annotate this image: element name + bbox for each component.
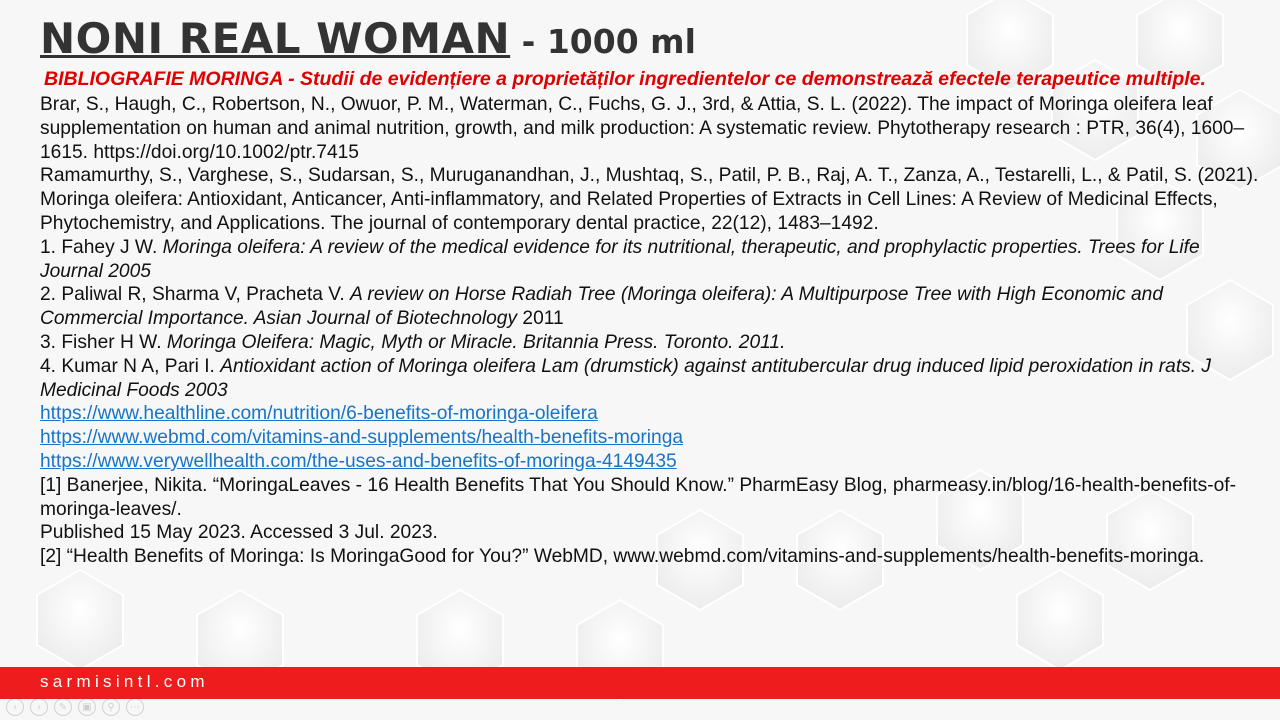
pen-icon[interactable]: ✎: [54, 698, 72, 716]
footer-bar: [0, 667, 1280, 699]
reference-item: Ramamurthy, S., Varghese, S., Sudarsan, S., Muruganandhan, J., Mushtaq, S., Patil, P. B., Raj, A. T., Zanza, A., Testarelli, L., & Patil, S. (2021). Moringa oleifera: Antioxidant, Anticancer, Anti-inflammatory, and Related Properties of Extracts in Cell Lines: A Review of Medicinal Effects, Phytochemistry, and Applications. The journal of contemporary dental practice, 22(12), 1483–1492.: [40, 165, 1259, 234]
reference-item: [1] Banerjee, Nikita. “MoringaLeaves - 16 Health Benefits That You Should Know.” PharmEasy Blog, pharmeasy.in/blog/16-health-benefits-of-moringa-leaves/.: [40, 474, 1236, 520]
prev-icon[interactable]: ‹: [6, 698, 24, 716]
slides-icon[interactable]: ▣: [78, 698, 96, 716]
title-separator: -: [510, 22, 547, 61]
reference-item: Published 15 May 2023. Accessed 3 Jul. 2023.: [40, 522, 438, 544]
reference-item: Brar, S., Haugh, C., Robertson, N., Owuor, P. M., Waterman, C., Fuchs, G. J., 3rd, & Attia, S. L. (2022). The impact of Moringa oleifera leaf supplementation on human and animal nutrition, growth, and milk production: A systematic review. Phytotherapy research : PTR, 36(4), 1600–1615. https://doi.org/10.1002/ptr.7415: [40, 94, 1245, 163]
slide-title: [40, 14, 696, 63]
reference-title: Antioxidant action of Moringa oleifera Lam (drumstick) against antitubercular drug induced lipid peroxidation in rats. J Medicinal Foods 2003: [40, 355, 1212, 401]
reference-item: [40, 355, 1262, 403]
reference-item: [40, 331, 1262, 355]
reference-list: [40, 93, 1262, 569]
reference-author: 4. Kumar N A, Pari I.: [40, 355, 221, 377]
link-webmd[interactable]: https://www.webmd.com/vitamins-and-supplements/health-benefits-moringa: [40, 427, 684, 449]
reference-title: Moringa oleifera: A review of the medical evidence for its nutritional, therapeutic, and prophylactic properties. Trees for Life Journal 2005: [40, 236, 1200, 282]
next-icon[interactable]: ›: [30, 698, 48, 716]
reference-item: [40, 402, 1262, 426]
reference-item: [40, 236, 1262, 284]
link-healthline[interactable]: https://www.healthline.com/nutrition/6-benefits-of-moringa-oleifera: [40, 403, 598, 425]
title-main: NONI REAL WOMAN: [40, 14, 511, 63]
more-icon[interactable]: ⋯: [126, 698, 144, 716]
reference-author: 3. Fisher H W.: [40, 331, 167, 353]
slideshow-controls: [6, 698, 144, 718]
zoom-icon[interactable]: ⚲: [102, 698, 120, 716]
slide-subtitle: BIBLIOGRAFIE MORINGA - Studii de evidențiere a proprietăților ingredientelor ce demonstrează efectele terapeutice multiple.: [44, 68, 1206, 90]
reference-item: [2] “Health Benefits of Moringa: Is MoringaGood for You?” WebMD, www.webmd.com/vitamins-and-supplements/health-benefits-moringa.: [40, 546, 1205, 568]
reference-year: 2011: [517, 308, 564, 330]
reference-title: A review on Horse Radiah Tree (Moringa oleifera): A Multipurpose Tree with High Economic and Commercial Importance. Asian Journal of Biotechnology: [40, 284, 1163, 330]
reference-item: [40, 283, 1262, 331]
reference-author: 2. Paliwal R, Sharma V, Pracheta V.: [40, 284, 351, 306]
reference-title: Moringa Oleifera: Magic, Myth or Miracle. Britannia Press. Toronto. 2011.: [166, 331, 786, 353]
footer-site: sarmisintl.com: [40, 672, 209, 691]
link-verywellhealth[interactable]: https://www.verywellhealth.com/the-uses-and-benefits-of-moringa-4149435: [40, 450, 677, 472]
title-volume: 1000 ml: [546, 22, 696, 61]
reference-item: [40, 426, 1262, 450]
reference-item: [40, 450, 1262, 474]
reference-author: 1. Fahey J W.: [40, 236, 163, 258]
